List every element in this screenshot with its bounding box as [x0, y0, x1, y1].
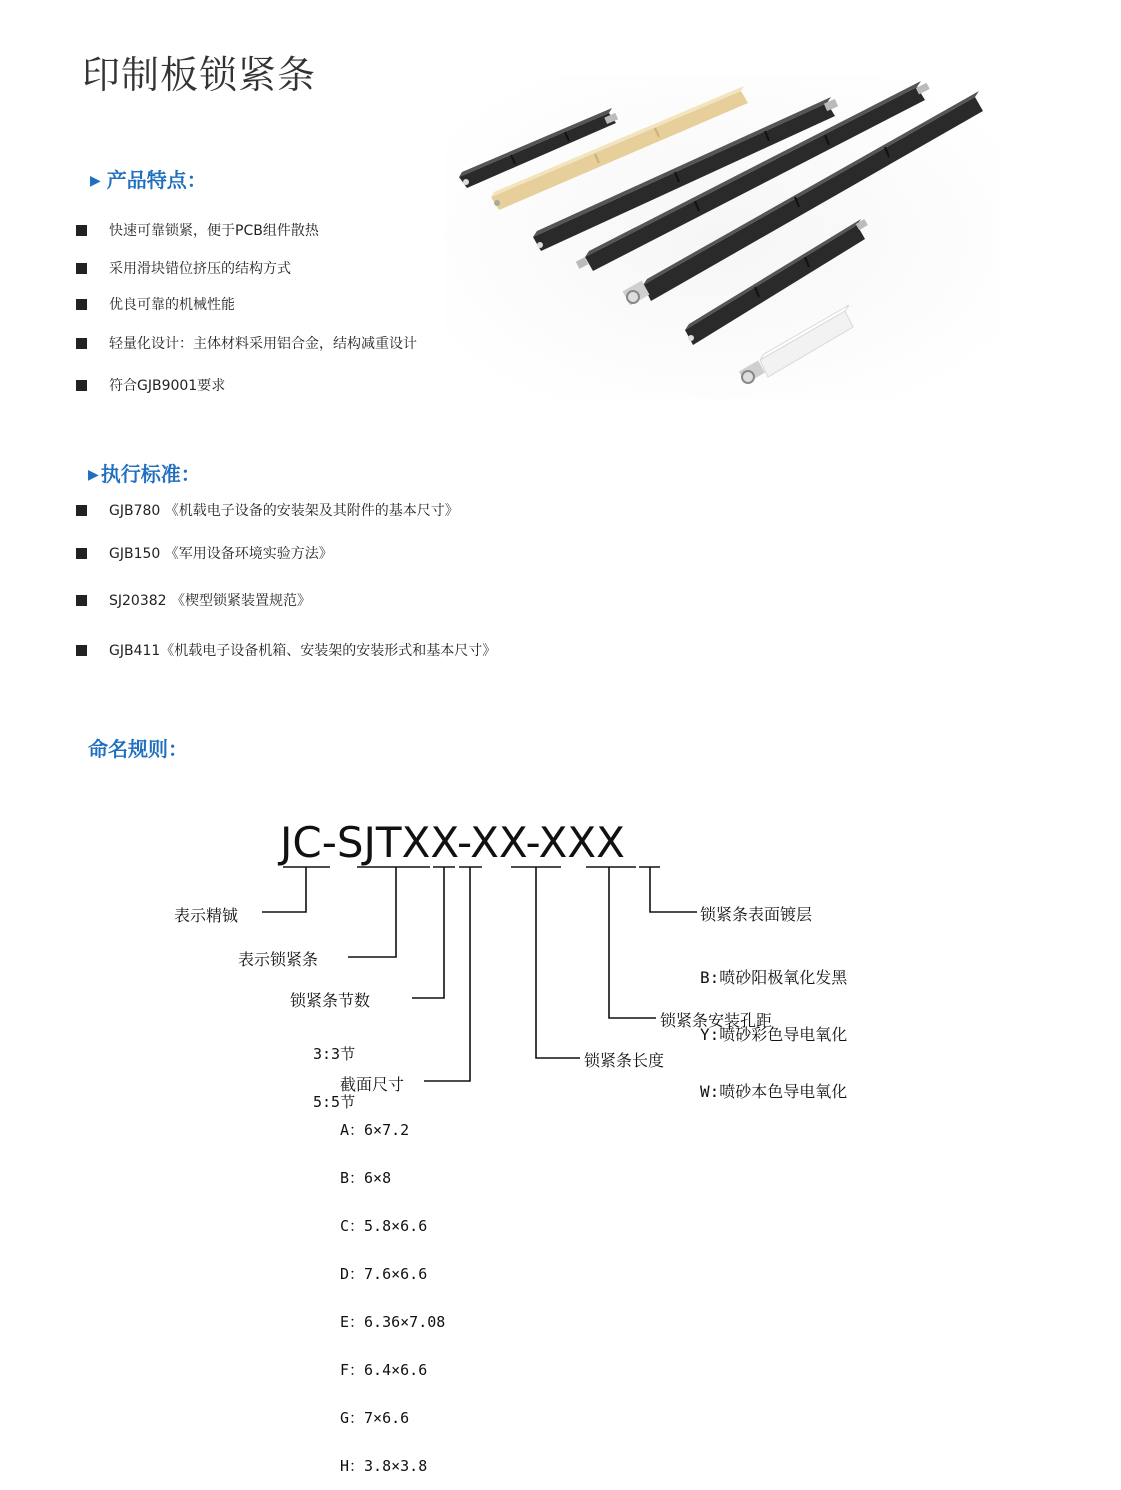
feature-item: 采用滑块错位挤压的结构方式: [76, 258, 291, 278]
label-cross-section: 截面尺寸: [340, 1075, 405, 1094]
feature-item: 符合GJB9001要求: [76, 375, 225, 395]
features-heading: ▶ 产品特点：: [90, 168, 207, 192]
standard-item: SJ20382 《楔型锁紧装置规范》: [76, 590, 311, 610]
option-line: A：6×7.2: [340, 1121, 410, 1139]
option-line: D：7.6×6.6: [340, 1265, 428, 1283]
feature-item: 快速可靠锁紧，便于PCB组件散热: [76, 220, 319, 240]
feature-item: 优良可靠的机械性能: [76, 294, 235, 314]
arrow-right-icon: ▶: [88, 467, 99, 483]
option-line: Y:喷砂彩色导电氧化: [700, 1025, 848, 1044]
naming-heading: 命名规则：: [88, 737, 188, 761]
cross-section-options: [340, 1090, 445, 1490]
standards-heading: ▶ 执行标准：: [88, 462, 201, 486]
option-line: C：5.8×6.6: [340, 1217, 428, 1235]
arrow-right-icon: ▶: [90, 173, 101, 189]
standard-item: GJB780 《机载电子设备的安装架及其附件的基本尺寸》: [76, 500, 459, 520]
option-line: 5:5节: [313, 1093, 356, 1111]
part-number-code: JC-SJTXX-XX-XXX: [280, 818, 625, 867]
label-sections: 锁紧条节数: [290, 991, 371, 1010]
option-line: E：6.36×7.08: [340, 1313, 446, 1331]
label-length: 锁紧条长度: [584, 1051, 665, 1070]
option-line: G：7×6.6: [340, 1409, 410, 1427]
page-title: 印制板锁紧条: [82, 53, 317, 97]
label-company: 表示精铖: [174, 906, 239, 925]
label-hole-spacing: 锁紧条安装孔距: [660, 1011, 773, 1030]
standard-item: GJB150 《军用设备环境实验方法》: [76, 543, 333, 563]
option-line: 3:3节: [313, 1045, 356, 1063]
option-line: F：6.4×6.6: [340, 1361, 428, 1379]
option-line: B:喷砂阳极氧化发黑: [700, 968, 848, 987]
standard-item: GJB411《机载电子设备机箱、安装架的安装形式和基本尺寸》: [76, 640, 496, 660]
option-line: W:喷砂本色导电氧化: [700, 1082, 848, 1101]
option-line: B：6×8: [340, 1169, 392, 1187]
option-line: H：3.8×3.8: [340, 1457, 428, 1475]
coating-options: [700, 930, 847, 1120]
feature-item: 轻量化设计：主体材料采用铝合金，结构减重设计: [76, 333, 417, 353]
label-product: 表示锁紧条: [238, 950, 319, 969]
label-coating: 锁紧条表面镀层: [700, 905, 813, 924]
